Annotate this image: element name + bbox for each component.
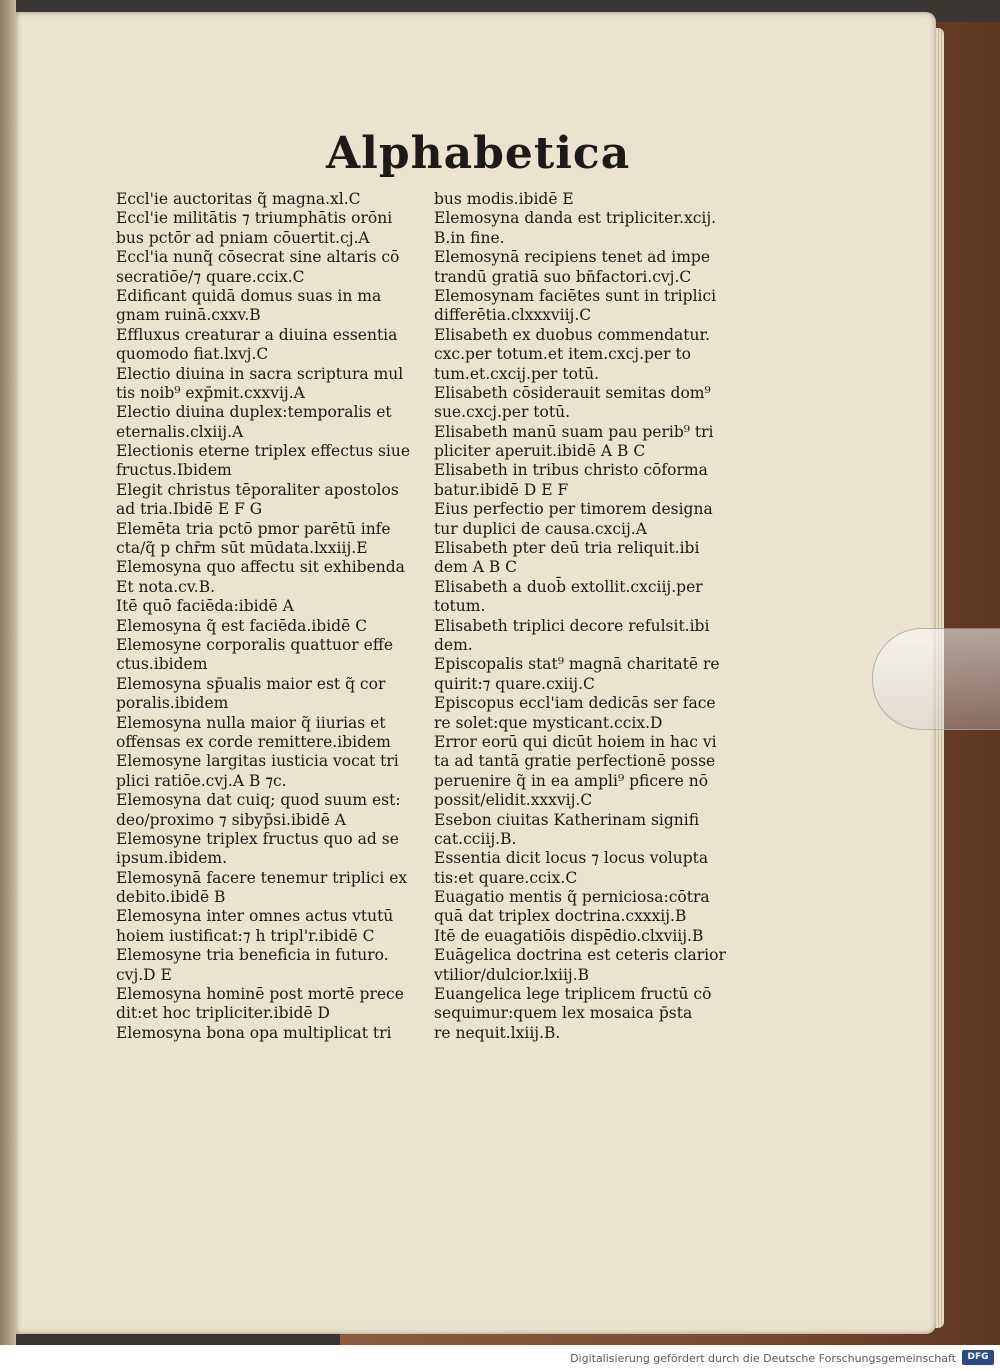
index-line: Elemēta tria pctō pmor parētū infe [116,519,391,538]
index-line: Elemosyne triplex fructus quo ad se [116,829,399,848]
index-line: Itē de euagatiōis dispēdio.clxviij.B [434,926,704,945]
index-line: Elemosyne largitas iusticia vocat tri [116,752,399,771]
index-line: Elemosyna q̃ est faciēda.ibidē C [116,616,368,635]
index-line: re solet:que mysticant.ccix.D [434,713,663,732]
index-line: quirit:⁊ quare.cxiij.C [434,674,595,693]
index-line: possit/elidit.xxxvij.C [434,791,593,810]
index-line: dem. [434,635,473,654]
index-line: Electio diuina in sacra scriptura mul [116,364,404,383]
index-line: ta ad tantā gratie perfectionē posse [434,752,716,771]
index-line: Elemosyna bona opa multiplicat tri [116,1023,392,1042]
index-line: bus pctōr ad pniam cōuertit.cj.A [116,228,370,247]
index-line: quā dat triplex doctrina.cxxxij.B [434,907,687,926]
index-line: Elemosyna danda est tripliciter.xcij. [434,209,717,228]
index-line: hoiem iustificat:⁊ h tripl'r.ibidē C [116,926,375,945]
index-line: ad tria.Ibidē E F G [116,500,263,519]
index-line: Elisabeth a duob̄ extollit.cxciij.per [434,577,703,596]
index-line: Elisabeth pter deū tria reliquit.ibi [434,539,700,558]
index-line: poralis.ibidem [116,694,229,713]
index-line: plici ratiōe.cvj.A B ⁊c. [116,771,287,790]
index-line: Elisabeth manū suam pau perib⁹ tri [434,422,714,441]
left-page-edge [0,0,16,1345]
index-line: trandū gratiā suo bn̄factori.cvj.C [434,267,692,286]
index-line: Elemosyna hominē post mortē prece [116,985,404,1004]
index-line: Elemosyna nulla maior q̃ iiurias et [116,713,386,732]
index-line: cat.cciij.B. [434,829,517,848]
index-line: Euangelica lege triplicem fructū cō [434,985,712,1004]
index-line: eternalis.clxiij.A [116,422,244,441]
index-line: Elisabeth in tribus christo cōforma [434,461,708,480]
index-line: Essentia dicit locus ⁊ locus volupta [434,849,709,868]
index-line: tis noib⁹ exp̄mit.cxxvij.A [116,383,305,402]
index-line: peruenire q̃ in ea ampli⁹ pficere nō [434,771,709,790]
index-line: B.in fine. [434,228,505,247]
index-line: bus modis.ibidē E [434,190,574,208]
index-line: fructus.Ibidem [116,461,232,480]
index-line: debito.ibidē B [116,888,226,907]
index-line: Elemosyna sp̄ualis maior est q̃ cor [116,674,386,693]
index-line: Episcopalis stat⁹ magnā charitatē re [434,655,720,674]
index-line: Elegit christus tēporaliter apostolos [116,480,399,499]
index-line: sue.cxcj.per totū. [434,403,571,422]
index-line: Error eorū qui dicūt hoiem in hac vi [434,732,717,751]
index-line: Euāgelica doctrina est ceteris clarior [434,946,726,965]
index-line: Elemosyna inter omnes actus vtutū [116,907,394,926]
index-line: Elemosyne tria beneficia in futuro. [116,946,389,965]
index-line: Effluxus creaturar a diuina essentia [116,325,398,344]
index-line: sequimur:quem lex mosaica p̄sta [434,1004,693,1023]
index-line: tis:et quare.ccix.C [434,868,578,887]
index-line: Episcopus eccl'iam dedicās ser face [434,694,716,713]
index-line: Elemosynā recipiens tenet ad impe [434,248,711,267]
index-line: Euagatio mentis q̃ perniciosa:cōtra [434,888,710,907]
index-line: quomodo fiat.lxvj.C [116,345,269,364]
index-line: ctus.ibidem [116,655,208,674]
index-line: cta/q̃ p chr̄m sūt mūdata.lxxiij.E [116,539,368,558]
index-line: cvj.D E [116,965,172,984]
index-line: Elisabeth cōsiderauit semitas dom⁹ [434,383,711,402]
index-line: pliciter aperuit.ibidē A B C [434,442,646,461]
index-line: differētia.clxxxviij.C [434,306,592,325]
index-line: ipsum.ibidem. [116,849,227,868]
index-line: tum.et.cxcij.per totū. [434,364,600,383]
page-heading: Alphabetica [326,128,631,179]
index-line: Esebon ciuitas Katherinam signifi [434,810,700,829]
index-line: dit:et hoc tripliciter.ibidē D [116,1004,330,1023]
index-line: re nequit.lxiij.B. [434,1023,561,1042]
index-line: Elemosynā facere tenemur triplici ex [116,868,408,887]
funding-credit: Digitalisierung gefördert durch die Deutsche Forschungsgemeinschaft [570,1352,956,1365]
index-line: batur.ibidē D E F [434,480,569,499]
index-line: Et nota.cv.B. [116,577,216,596]
index-line: Elemosyna dat cuiq; quod suum est: [116,791,401,810]
index-line: Elemosynam faciētes sunt in triplici [434,286,717,305]
index-line: Edificant quidā domus suas in ma [116,286,382,305]
index-line: Itē quō faciēda:ibidē A [116,597,294,616]
index-column-right [434,190,774,1043]
index-line: Eius perfectio per timorem designa [434,500,713,519]
index-line: tur duplici de causa.cxcij.A [434,519,647,538]
dfg-logo-icon: DFG [962,1350,994,1365]
footer-bar [0,1345,1000,1371]
index-line: deo/proximo ⁊ sibyp̄si.ibidē A [116,810,347,829]
index-column-left [116,190,436,1043]
page-clip [872,628,1000,730]
index-line: gnam ruinā.cxxv.B [116,306,261,325]
index-line: offensas ex corde remittere.ibidem [116,732,391,751]
index-line: vtilior/dulcior.lxiij.B [434,965,590,984]
index-line: totum. [434,597,486,616]
index-line: Eccl'ie auctoritas q̃ magna.xl.C [116,190,361,208]
index-line: Eccl'ie militātis ⁊ triumphātis orōni [116,209,393,228]
index-line: Elemosyne corporalis quattuor effe [116,635,394,654]
index-line: Elisabeth triplici decore refulsit.ibi [434,616,710,635]
index-line: dem A B C [434,558,518,577]
index-line: Electio diuina duplex:temporalis et [116,403,392,422]
index-line: Elisabeth ex duobus commendatur. [434,325,711,344]
index-line: Eccl'ia nunq̃ cōsecrat sine altaris cō [116,248,400,267]
index-line: Elemosyna quo affectu sit exhibenda [116,558,405,577]
index-line: Electionis eterne triplex effectus siue [116,442,411,461]
index-line: secratiōe/⁊ quare.ccix.C [116,267,305,286]
index-line: cxc.per totum.et item.cxcj.per to [434,345,691,364]
